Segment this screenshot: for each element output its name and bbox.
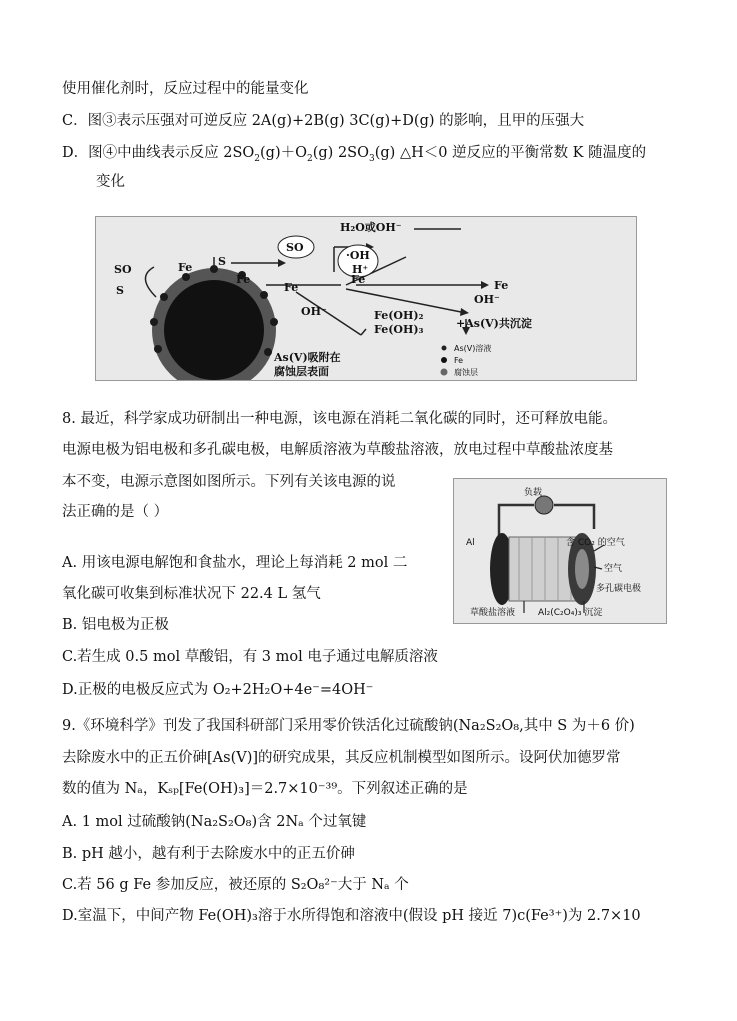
option-d-continued: 变化 bbox=[96, 174, 125, 190]
mechanism-figure bbox=[95, 216, 637, 381]
coprecip-label: +As(V)共沉淀 bbox=[456, 317, 532, 330]
q9-option-c: C.若 56 g Fe 参加反应，被还原的 S₂O₈²⁻大于 Nₐ 个 bbox=[62, 877, 409, 893]
q8-line3: 本不变，电源示意图如图所示。下列有关该电源的说 bbox=[62, 474, 396, 490]
battery-figure bbox=[453, 478, 667, 624]
legend-corrosion: 腐蚀层 bbox=[454, 368, 478, 377]
q9-option-b: B. pH 越小，越有利于去除废水中的正五价砷 bbox=[62, 846, 355, 862]
text-run: (g) 2SO bbox=[312, 145, 369, 161]
oh-radical-label: ·OH bbox=[346, 249, 370, 262]
q8-option-a-cont: 氧化碳可收集到标准状况下 22.4 L 氢气 bbox=[62, 586, 321, 602]
q9-option-d: D.室温下，中间产物 Fe(OH)₃溶于水所得饱和溶液中(假设 pH 接近 7)c(Fe³⁺)为 2.7×10 bbox=[62, 908, 641, 924]
q8-option-a: A. 用该电源电解饱和食盐水，理论上每消耗 2 mol 二 bbox=[62, 555, 408, 571]
q8-line1: 8. 最近，科学家成功研制出一种电源，该电源在消耗二氧化碳的同时，还可释放电能。 bbox=[62, 411, 617, 427]
fe-core bbox=[164, 280, 264, 380]
load bbox=[535, 496, 553, 514]
q8-line4: 法正确的是（ ） bbox=[62, 504, 169, 520]
text-line: 使用催化剂时，反应过程中的能量变化 bbox=[62, 81, 309, 97]
q9-option-a: A. 1 mol 过硫酸钠(Na₂S₂O₈)含 2Nₐ 个过氧键 bbox=[62, 814, 367, 830]
q9-line3: 数的值为 Nₐ，Kₛₚ[Fe(OH)₃]＝2.7×10⁻³⁹。下列叙述正确的是 bbox=[62, 781, 468, 797]
legend-fe: Fe bbox=[454, 356, 464, 365]
q8-option-d: D.正极的电极反应式为 O₂+2H₂O+4e⁻=4OH⁻ bbox=[62, 682, 374, 698]
so4-label: SO bbox=[114, 263, 132, 276]
q9-line1: 9.《环境科学》刊发了我国科研部门采用零价铁活化过硫酸钠(Na₂S₂O₈,其中 S 为＋6 价) bbox=[62, 718, 635, 734]
text-run: (g)＋O bbox=[260, 145, 307, 161]
option-c: C．图③表示压强对可逆反应 2A(g)+2B(g) 3C(g)+D(g) 的影响，且甲的压强大 bbox=[62, 113, 585, 129]
s2o8-label: S bbox=[116, 284, 124, 297]
feoh2-label: Fe(OH)₂ bbox=[374, 309, 424, 322]
option-d bbox=[62, 143, 646, 169]
s2o8-mid-label: S bbox=[218, 255, 226, 268]
caption-line1: As(V)吸附在 bbox=[274, 351, 341, 364]
fe2-label: Fe bbox=[178, 261, 193, 274]
subscript: 3 bbox=[369, 153, 375, 164]
legend-solution: As(V)溶液 bbox=[454, 344, 492, 353]
h2o-oh-label: H₂O或OH⁻ bbox=[340, 221, 402, 234]
co2-air-label: 含 CO₂ 的空气 bbox=[566, 538, 625, 548]
q9-line2: 去除废水中的正五价砷[As(V)]的研究成果，其反应机制模型如图所示。设阿伏加德罗常 bbox=[62, 750, 621, 766]
feoh3-label: Fe(OH)₃ bbox=[374, 323, 424, 336]
fe-right-label: Fe bbox=[351, 273, 366, 286]
oh-minus2-label: OH⁻ bbox=[474, 293, 500, 306]
legend-dot-fe bbox=[441, 357, 447, 363]
so4-radical-label: SO bbox=[286, 241, 304, 254]
fe3-label: Fe bbox=[284, 281, 299, 294]
oh-minus-label: OH⁻ bbox=[301, 305, 327, 318]
oxalate-label: 草酸盐溶液 bbox=[470, 608, 516, 618]
air-label: 空气 bbox=[604, 564, 623, 574]
q8-option-c: C.若生成 0.5 mol 草酸铝，有 3 mol 电子通过电解质溶液 bbox=[62, 649, 438, 665]
subscript: 2 bbox=[254, 153, 261, 164]
precipitate-label: Al₂(C₂O₄)₃ 沉淀 bbox=[538, 608, 603, 618]
legend-dot-corrosion bbox=[441, 369, 448, 376]
h-plus-label: H⁺ bbox=[352, 263, 369, 276]
caption-line2: 腐蚀层表面 bbox=[274, 365, 329, 378]
q8-line2: 电源电极为铝电极和多孔碳电极，电解质溶液为草酸盐溶液，放电过程中草酸盐浓度基 bbox=[62, 442, 613, 458]
al-label: Al bbox=[466, 538, 475, 548]
legend-dot-solution bbox=[442, 346, 447, 351]
q8-option-b: B. 铝电极为正极 bbox=[62, 617, 169, 633]
carbon-electrode-label: 多孔碳电极 bbox=[596, 584, 642, 594]
load-label: 负载 bbox=[524, 488, 543, 498]
fe2-right-label: Fe bbox=[494, 279, 509, 292]
text-run: (g) △H＜0 逆反应的平衡常数 K 随温度的 bbox=[374, 145, 647, 161]
text-run: D．图④中曲线表示反应 2SO bbox=[62, 145, 255, 161]
subscript: 2 bbox=[307, 153, 313, 164]
fe-label: Fe bbox=[236, 273, 251, 286]
